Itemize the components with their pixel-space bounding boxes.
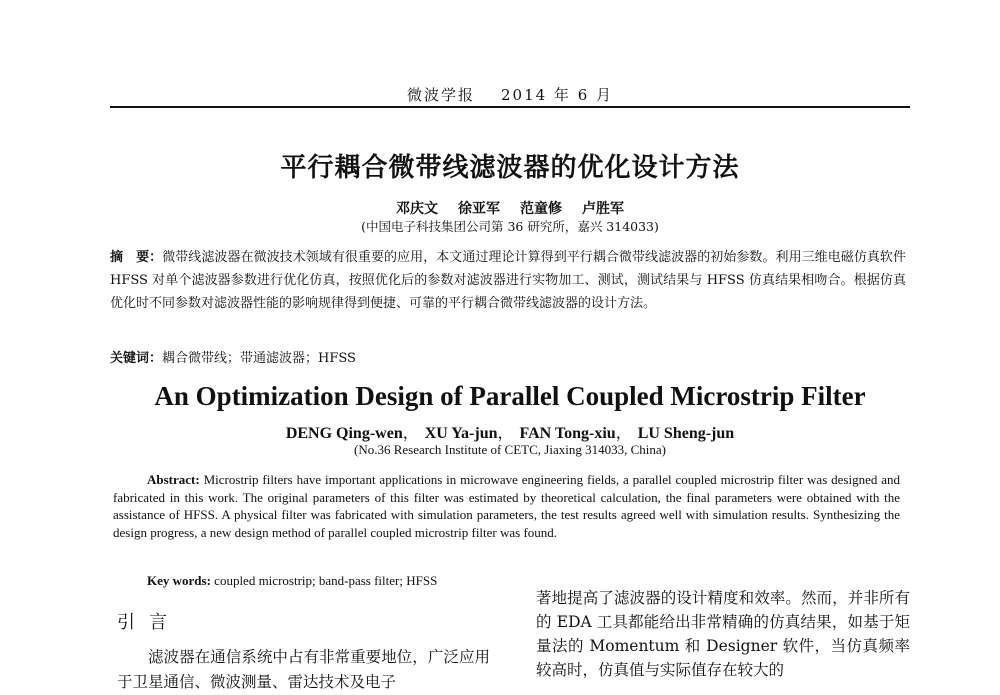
author: 范童修 (520, 201, 562, 217)
section-heading-introduction: 引言 (117, 612, 181, 633)
keywords-text: coupled microstrip; band-pass filter; HFSS (214, 573, 438, 588)
chinese-authors (110, 198, 910, 218)
abstract-text: Microstrip filters have important applications in microwave engineering fields, a parallel coupled microstrip filter was designed and fabricated in this work. The original parameters of this filter was estimated by theoretical calculation, the final parameters were obtained with the assistance of HFSS. A physical filter was fabricated with simulation parameters, the test results agreed well with simulation results. Synthesizing the design progress, a new design method of parallel coupled microstrip filter was found. (113, 472, 900, 540)
author: ， FAN Tong-xiu (497, 425, 615, 442)
author: DENG Qing-wen (285, 425, 403, 442)
author: 邓庆文 (396, 201, 438, 217)
english-authors (110, 420, 910, 443)
issue-date: 2014 年 6 月 (500, 86, 614, 104)
english-title: An Optimization Design of Parallel Coupled Microstrip Filter (154, 381, 866, 411)
keywords-label: Key words: (147, 573, 211, 588)
keywords-label: 关键词： (110, 351, 163, 366)
chinese-keywords (110, 347, 906, 366)
journal-name: 微波学报 (406, 86, 475, 104)
author: ， LU Sheng-jun (616, 425, 735, 442)
chinese-title: 平行耦合微带线滤波器的优化设计方法 (280, 153, 740, 183)
author: ， XU Ya-jun (403, 425, 498, 442)
keywords-text: 耦合微带线；带通滤波器；HFSS (162, 351, 356, 366)
chinese-affiliation: (中国电子科技集团公司第 36 研究所，嘉兴 314033) (361, 219, 659, 234)
abstract-text: 微带线滤波器在微波技术领域有很重要的应用，本文通过理论计算得到平行耦合微带线滤波器的初始参数。利用三维电磁仿真软件 HFSS 对单个滤波器参数进行优化仿真，按照优化后的参数对滤波器进行实物加工、测试，测试结果与 HFSS 仿真结果相吻合。根据仿真优化时不同参数对滤波器性能的影响规律得到便捷、可靠的平行耦合微带线滤波器的设计方法。 (110, 250, 906, 311)
chinese-abstract (110, 246, 906, 315)
right-column-text: 著地提高了滤波器的设计精度和效率。然而，并非所有的 EDA 工具都能给出非常精确的仿真结果，如基于矩量法的 Momentum 和 Designer 软件，当仿真频率较高时，仿真值与实际值存在较大的 (536, 589, 910, 679)
abstract-label: Abstract: (147, 472, 200, 487)
left-column-text: 滤波器在通信系统中占有非常重要地位，广泛应用于卫星通信、微波测量、雷达技术及电子 (117, 648, 490, 691)
english-abstract (113, 471, 900, 541)
author: 卢胜军 (582, 201, 624, 217)
running-header (110, 84, 910, 105)
english-affiliation: (No.36 Research Institute of CETC, Jiaxing 314033, China) (354, 442, 666, 457)
author: 徐亚军 (458, 201, 500, 217)
abstract-label: 摘 要： (110, 250, 163, 265)
header-rule (110, 106, 910, 108)
